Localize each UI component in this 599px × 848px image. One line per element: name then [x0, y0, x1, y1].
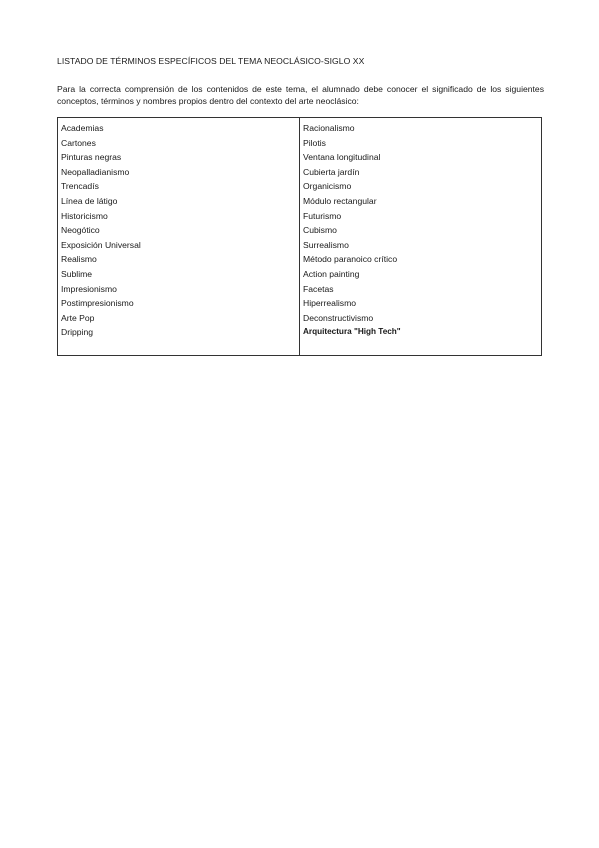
term-item: Deconstructivismo: [303, 312, 374, 323]
term-item: Arte Pop: [61, 312, 95, 323]
term-item: Dripping: [61, 327, 94, 338]
term-item: Cartones: [61, 137, 96, 148]
term-item: Método paranoico crítico: [303, 254, 398, 265]
term-item: Neopalladianismo: [61, 166, 130, 177]
term-item: Action painting: [303, 268, 360, 279]
term-item: Postimpresionismo: [61, 298, 134, 309]
term-item: Sublime: [61, 268, 93, 279]
term-item: Cubierta jardín: [303, 166, 360, 177]
term-item: Hiperrealismo: [303, 298, 357, 309]
intro-paragraph: [57, 83, 544, 107]
terms-column-left: [58, 118, 300, 355]
term-item: Arquitectura "High Tech": [303, 327, 401, 337]
term-item: Realismo: [61, 254, 97, 265]
intro-line-1: Para la correcta comprensión de los contenidos de este tema, el alumnado debe conocer el significado de: [57, 84, 487, 94]
term-item: Neogótico: [61, 225, 100, 236]
term-item: Surrealismo: [303, 239, 349, 250]
terms-table: [57, 117, 542, 356]
term-item: Facetas: [303, 283, 334, 294]
term-item: Futurismo: [303, 210, 342, 221]
term-item: Organicismo: [303, 181, 352, 192]
term-item: Cubismo: [303, 225, 337, 236]
term-item: Trencadís: [61, 181, 99, 192]
term-item: Pinturas negras: [61, 152, 122, 163]
term-item: Módulo rectangular: [303, 195, 377, 206]
intro-line-2: los siguientes conceptos, términos y nombres propios dentro del contexto del arte neoclásico:: [57, 84, 545, 106]
term-item: Academias: [61, 123, 104, 133]
term-item: Ventana longitudinal: [303, 152, 381, 163]
term-item: Pilotis: [303, 137, 326, 148]
term-item: Racionalismo: [303, 123, 355, 133]
terms-column-right: [300, 118, 541, 355]
term-item: Exposición Universal: [61, 239, 141, 250]
term-item: Línea de látigo: [61, 195, 118, 206]
term-item: Historicismo: [61, 210, 108, 221]
term-item: Impresionismo: [61, 283, 117, 294]
document-title: LISTADO DE TÉRMINOS ESPECÍFICOS DEL TEMA NEOCLÁSICO-SIGLO XX: [57, 56, 365, 66]
